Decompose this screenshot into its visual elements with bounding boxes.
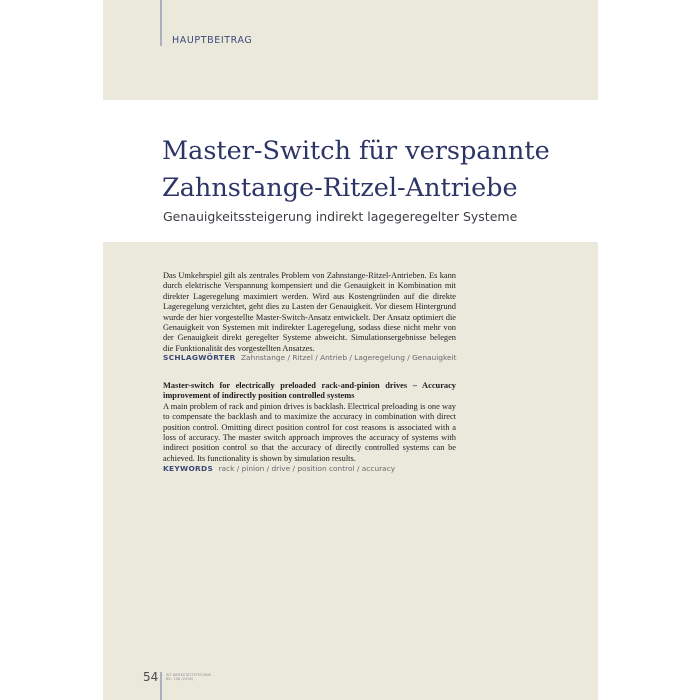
article-title-line1: Master-Switch für verspannte	[162, 136, 550, 166]
journal-info	[166, 673, 226, 682]
english-abstract-text: A main problem of rack and pinion drives is backlash. Electrical preloading is one way to compensate the backlash and to maximize the accuracy in combination with direct position control. Omitting direct position control for cost reasons is associated with a loss of accuracy. The master switch approach improves the accuracy of systems with indirect position control so that the accuracy of directly controlled systems can be achieved. Its functionality is shown by simulation results.	[163, 401, 456, 463]
english-title: Master-switch for electrically preloaded rack-and-pinion drives – Accuracy improvement of indirectly position controlled systems	[163, 381, 456, 401]
abstract-english	[163, 381, 456, 464]
keywords-english-label: KEYWORDS	[163, 464, 214, 473]
keywords-english	[163, 464, 523, 473]
journal-line1: WT WERKSTATTSTECHNIK	[166, 673, 212, 677]
page-number: 54	[143, 670, 159, 684]
keywords-german-label: SCHLAGWÖRTER	[163, 353, 236, 362]
keywords-german	[163, 353, 523, 362]
journal-line2: BD. 108 (2018)	[166, 677, 194, 682]
section-label: HAUPTBEITRAG	[172, 35, 253, 46]
footer-rule	[160, 672, 162, 700]
keywords-german-list: Zahnstange / Ritzel / Antrieb / Lageregelung / Genauigkeit	[240, 353, 457, 362]
article-subtitle: Genauigkeitssteigerung indirekt lagegeregelter Systeme	[163, 209, 518, 224]
article-title-line2: Zahnstange-Ritzel-Antriebe	[162, 173, 518, 203]
abstract-german: Das Umkehrspiel gilt als zentrales Problem von Zahnstange-Ritzel-Antrieben. Es kann durch elektrische Verspannung kompensiert und die Genauigkeit in Kombination mit direkter Lageregelung maximiert werden. Wird aus Kostengründen auf die direkte Lageregelung verzichtet, geht dies zu Lasten der Genauigkeit. Vor diesem Hintergrund wurde der hier vorgestellte Master-Switch-Ansatz entwickelt. Der Ansatz optimiert die Genauigkeit von Systemen mit indirekter Lageregelung, sodass diese nicht mehr von der Genauigkeit direkt geregelter Systeme abweicht. Simulationsergebnisse belegen die Funktionalität des vorgestellten Ansatzes.	[163, 271, 456, 353]
article-title	[162, 133, 582, 207]
keywords-english-list: rack / pinion / drive / position control / accuracy	[218, 464, 396, 473]
header-rule	[160, 0, 162, 46]
